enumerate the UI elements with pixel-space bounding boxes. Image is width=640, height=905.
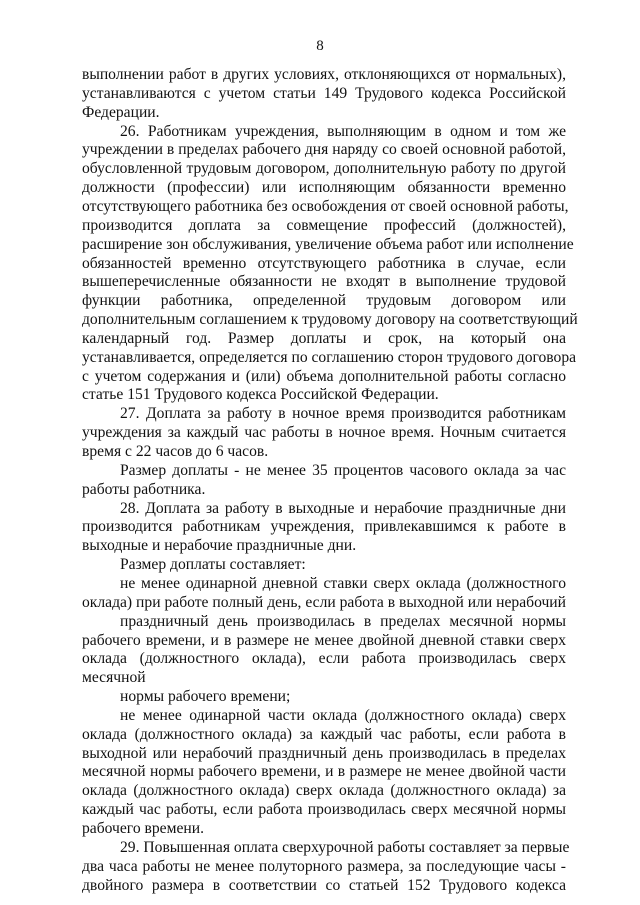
text-line: рабочего времени.	[82, 820, 204, 837]
text-line: календарный год. Размер доплаты и срок, на который она	[82, 329, 566, 347]
text-line: рабочего времени, и в размере не менее двойной дневной ставки сверх	[82, 631, 566, 649]
text-line: двойного размера в соответствии со статьей 152 Трудового кодекса	[82, 876, 566, 894]
text-line: 26. Работникам учреждения, выполняющим в одном и том же	[120, 122, 566, 140]
text-line: оклада (должностного оклада) сверх оклада (должностного оклада) за	[82, 782, 566, 800]
text-line: обязанностей временно отсутствующего работника в случае, если	[82, 254, 566, 272]
text-line: производится работникам учреждения, привлекавшимся к работе в	[82, 518, 566, 536]
text-line: выходные и нерабочие праздничные дни.	[82, 537, 357, 555]
text-line: время с 22 часов до 6 часов.	[82, 443, 269, 460]
text-line: Федерации.	[82, 103, 160, 121]
text-line: устанавливается, определяется по соглашению сторон трудового договора	[82, 348, 577, 366]
text-line: два часа работы не менее полуторного размера, за последующие часы -	[82, 857, 566, 875]
text-line: Размер доплаты - не менее 35 процентов часового оклада за час	[120, 461, 566, 479]
text-line: обусловленной трудовым договором, дополнительную работу по другой	[82, 160, 566, 178]
text-line: работы работника.	[82, 480, 206, 498]
text-line: с учетом содержания и (или) объема дополнительной работы согласно	[82, 367, 566, 385]
text-line: устанавливаются с учетом статьи 149 Трудового кодекса Российской	[82, 84, 566, 102]
text-line: каждый час работы, если работа производилась сверх месячной нормы	[82, 801, 566, 819]
text-line: оклада (должностного оклада) за каждый час работы, если работа в	[82, 725, 566, 743]
text-line: не менее одинарной части оклада (должностного оклада) сверх	[120, 706, 566, 724]
page-number: 8	[316, 38, 324, 54]
text-line: 29. Повышенная оплата сверхурочной работы составляет за первые	[120, 838, 570, 856]
text-line: месячной нормы рабочего времени, и в размере не менее двойной части	[82, 763, 566, 781]
text-line: вышеперечисленные обязанности не входят в выполнение трудовой	[82, 273, 566, 291]
text-line: функции работника, определенной трудовым договором или	[82, 292, 566, 310]
text-line: отсутствующего работника без освобождения от своей основной работы,	[82, 197, 569, 215]
text-line: оклада (должностного оклада), если работа производилась сверх	[82, 650, 566, 668]
text-line: учреждения за каждый час работы в ночное время. Ночным считается	[82, 424, 566, 442]
text-line: 28. Доплата за работу в выходные и нерабочие праздничные дни	[120, 499, 566, 517]
text-line: оклада) при работе полный день, если работа в выходной или нерабочий	[82, 593, 566, 611]
text-line: учреждении в пределах рабочего дня наряду со своей основной работой,	[82, 141, 566, 159]
text-line: должности (профессии) или исполняющим обязанности временно	[82, 179, 566, 197]
text-line: выходной или нерабочий праздничный день производилась в пределах	[82, 744, 566, 762]
text-line: 27. Доплата за работу в ночное время производится работникам	[120, 405, 566, 423]
text-line: расширение зон обслуживания, увеличение объема работ или исполнение	[82, 235, 574, 253]
text-line: выполнении работ в других условиях, отклоняющихся от нормальных),	[82, 66, 566, 83]
text-line: производится доплата за совмещение профессий (должностей),	[82, 216, 566, 234]
text-line: месячной	[82, 669, 146, 687]
text-line: не менее одинарной дневной ставки сверх оклада (должностного	[120, 574, 566, 592]
text-line: нормы рабочего времени;	[120, 688, 291, 706]
text-line: праздничный день производилась в пределах месячной нормы	[120, 612, 566, 630]
text-line: статье 151 Трудового кодекса Российской Федерации.	[82, 386, 439, 404]
text-line: Размер доплаты составляет:	[120, 556, 306, 574]
text-line: дополнительным соглашением к трудовому договору на соответствующий	[82, 311, 578, 329]
